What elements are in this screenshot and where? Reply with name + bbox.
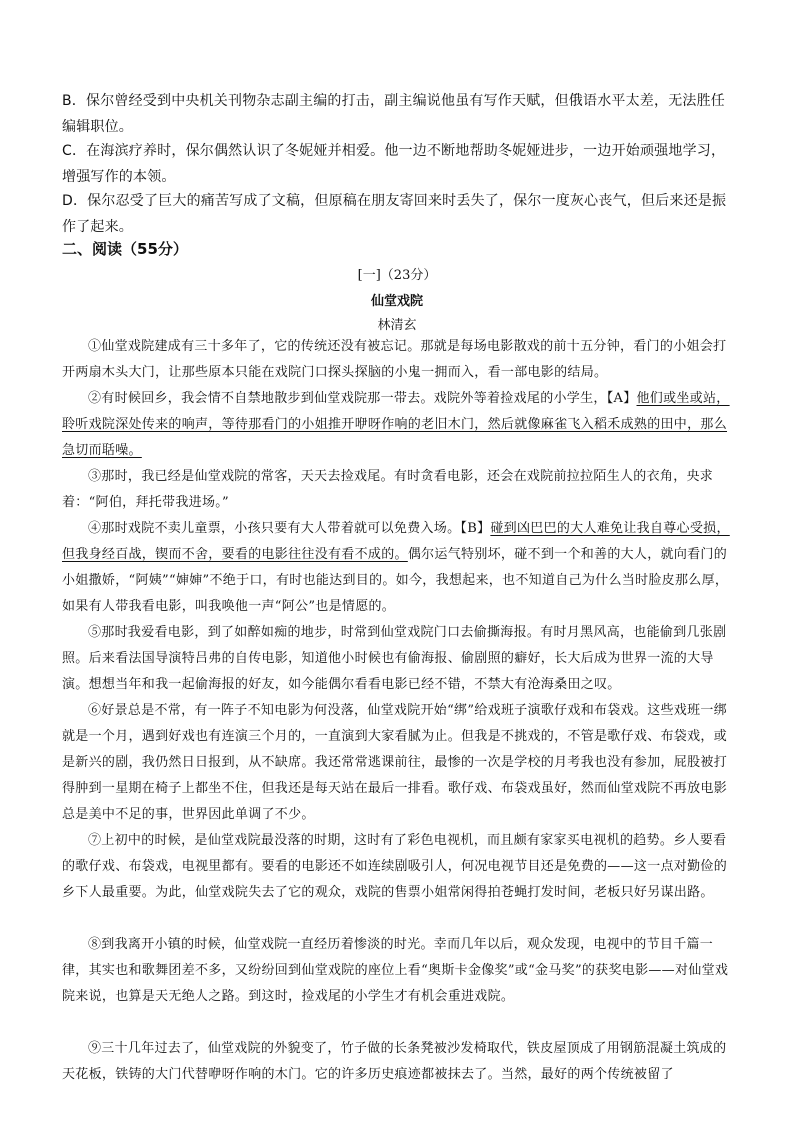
- option-c: C．在海滨疗养时，保尔偶然认识了冬妮娅并相爱。他一边不断地帮助冬妮娅进步，一边开始顽强地学习，增强写作的本领。: [62, 143, 726, 185]
- section-heading: 二、阅读（55分）: [62, 240, 188, 258]
- paragraph-1: ①仙堂戏院建成有三十多年了，它的传统还没有被忘记。那就是每场电影散戏的前十五分钟，看门的小姐会打开两扇木头大门，让那些原本只能在戏院门口探头探脑的小鬼一拥而入，看一部电影的结局。: [62, 339, 727, 380]
- underlined-sentence-b: 碰到凶巴巴的大人难免让我自尊心受损，但我身经百战，锲而不舍，要看的电影往往没有看不成的。: [62, 521, 730, 562]
- paragraph-8: ⑧到我离开小镇的时候，仙堂戏院一直经历着惨淡的时光。幸而几年以后，观众发现，电视中的节目千篇一律，其实也和歌舞团差不多，又纷纷回到仙堂戏院的座位上看“奥斯卡金像奖”或“金马奖”的获奖电影——对仙堂戏院来说，也算是天无绝人之路。到这时，捡戏尾的小学生才有机会重进戏院。: [62, 937, 729, 1004]
- option-b: B．保尔曾经受到中央机关刊物杂志副主编的打击，副主编说他虽有写作天赋，但俄语水平太差，无法胜任编辑职位。: [62, 93, 726, 135]
- underlined-sentence-a: 他们或坐或站，聆听戏院深处传来的响声，等待那看门的小姐推开咿呀作响的老旧木门，然后就像麻雀飞入稻禾成熟的田中，那么急切而聒噪。: [62, 391, 730, 458]
- paragraph-6: ⑥好景总是不常，有一阵子不知电影为何没落，仙堂戏院开始“绑”给戏班子演歌仔戏和布袋戏。这些戏班一绑就是一个月，遇到好戏也有连演三个月的，一直演到大家看腻为止。但我是不挑戏的，不管是歌仔戏、布袋戏，或是新兴的剧，我仍然日日报到，从不缺席。我还常常逃课前往，最惨的一次是学校的月考我也没有参加，屁股被打得肿到一星期在椅子上都坐不住，但我还是每天站在最后一排看。歌仔戏、布袋戏虽好，然而仙堂戏院不再放电影总是美中不足的事，世界因此单调了不少。: [62, 703, 728, 822]
- option-d: D．保尔忍受了巨大的痛苦写成了文稿，但原稿在朋友寄回来时丢失了，保尔一度灰心丧气，但后来还是振作了起来。: [62, 193, 727, 235]
- part-label: [一]（23分）: [357, 268, 437, 283]
- paragraph-2: [62, 386, 734, 464]
- paragraph-7: ⑦上初中的时候，是仙堂戏院最没落的时期，这时有了彩色电视机，而且颇有家家买电视机的趋势。乡人要看的歌仔戏、布袋戏，电视里都有。要看的电影还不如连续剧吸引人，何况电视节目还是免费的——这一点对勤俭的乡下人最重要。为此，仙堂戏院失去了它的观众，戏院的售票小姐常闲得拍苍蝇打发时间，老板只好另谋出路。: [62, 833, 728, 900]
- paragraph-4-rest: 偶尔运气特别坏，碰不到一个和善的大人，就向看门的小姐撒娇，“阿姨”“婶婶”不绝于口，有时也能达到目的。如今，我想起来，也不知道自己为什么当时脸皮那么厚，如果有人带我看电影，叫我唤他一声“阿公”也是情愿的。: [62, 547, 729, 614]
- paragraph-5: ⑤那时我爱看电影，到了如醉如痴的地步，时常到仙堂戏院门口去偷撕海报。有时月黑风高，也能偷到几张剧照。后来看法国导演特吕弗的自传电影，知道他小时候也有偷海报、偷剧照的癖好，长大后成为世界一流的大导演。想想当年和我一起偷海报的好友，如今能偶尔看看电影已经不错，不禁大有沧海桑田之叹。: [62, 625, 727, 692]
- article-author: 林清玄: [377, 318, 417, 333]
- paragraph-9: ⑨三十几年过去了，仙堂戏院的外貌变了，竹子做的长条凳被沙发椅取代，铁皮屋顶成了用钢筋混凝土筑成的天花板，铁铸的大门代替咿呀作响的木门。它的许多历史痕迹都被抹去了。当然，最好的两个传统被留了: [62, 1041, 727, 1082]
- article-title: 仙堂戏院: [370, 294, 423, 309]
- paragraph-4-lead: ④那时戏院不卖儿童票，小孩只要有大人带着就可以免费入场。【B】: [88, 521, 491, 536]
- paragraph-3: ③那时，我已经是仙堂戏院的常客，天天去捡戏尾。有时贪看电影，还会在戏院前拉拉陌生人的衣角，央求着：“阿伯，拜托带我进场。”: [62, 469, 714, 510]
- paragraph-4: [62, 516, 734, 620]
- paragraph-2-lead: ②有时候回乡，我会情不自禁地散步到仙堂戏院那一带去。戏院外等着捡戏尾的小学生，【A】: [88, 391, 637, 406]
